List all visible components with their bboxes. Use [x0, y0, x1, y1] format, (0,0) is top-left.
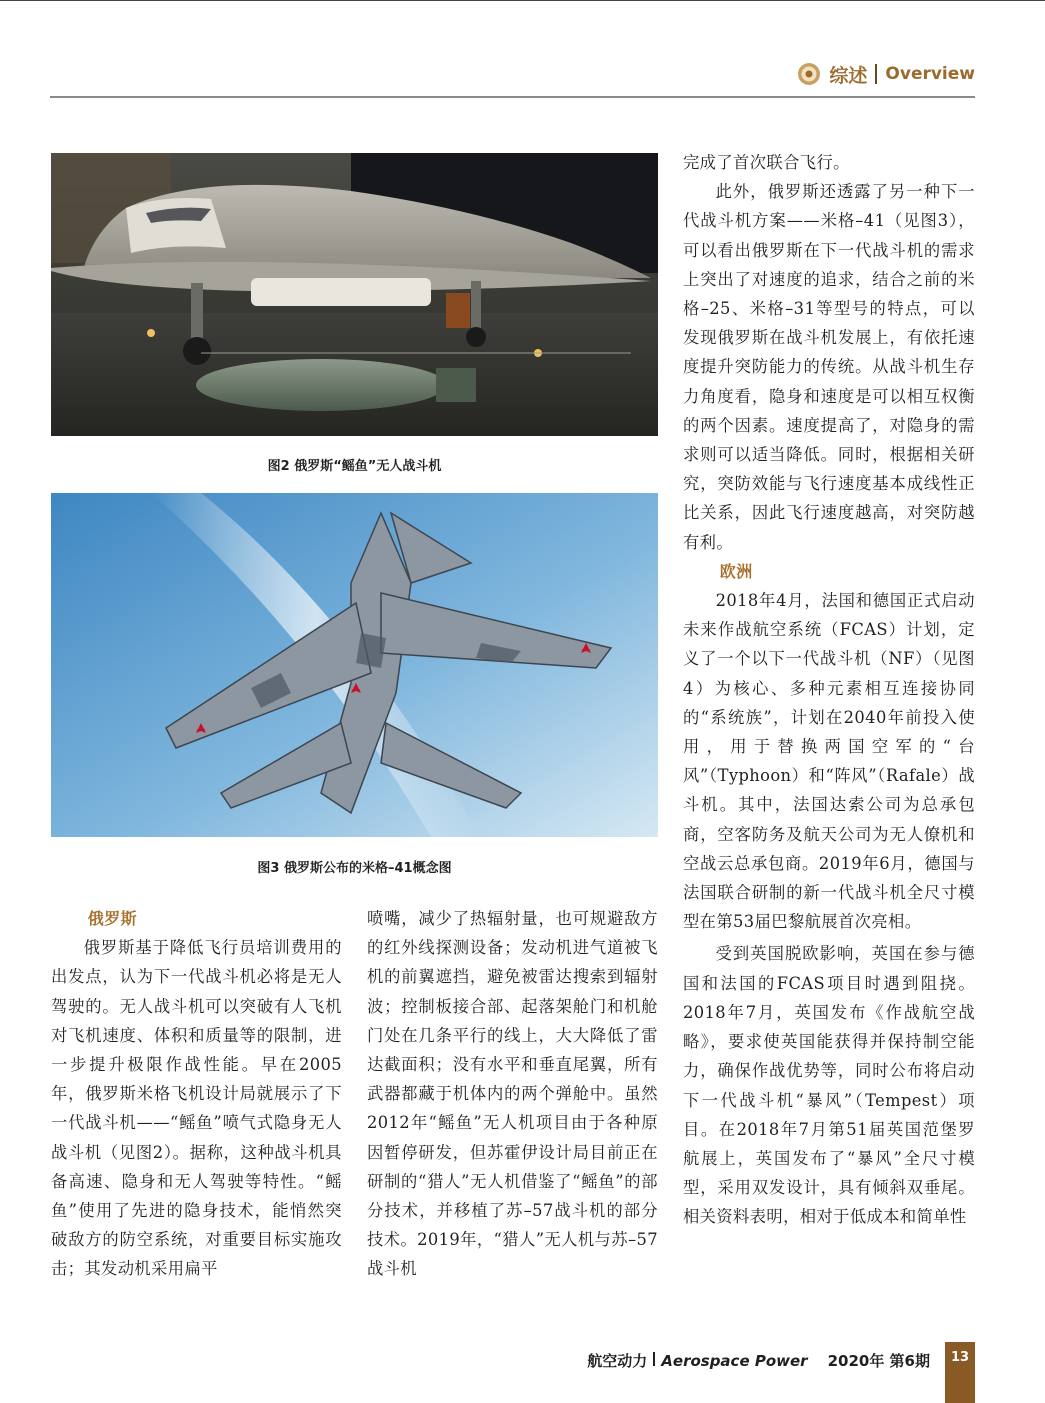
paragraph-continuation: 完成了首次联合飞行。 [683, 153, 850, 172]
figure-3-image [51, 493, 658, 837]
paragraph-mig41: 此外，俄罗斯还透露了另一种下一代战斗机方案——米格–41（见图3），可以看出俄罗斯在下一代战斗机的需求上突出了对速度的追求，结合之前的米格–25、米格–31等型号的特点，可以发现俄罗斯在战斗机发展上，有依托速度提升突防能力的传统。从战斗机生存力角度看，隐身和速度是可以相互权衡的两个因素。速度提高了，对隐身的需求则可以适当降低。同时，根据相关研究，突防效能与飞行速度基本成线性正比关系，因此飞行速度越高，对突防越有利。 [683, 182, 975, 552]
left-column [51, 904, 342, 1284]
footer-separator [653, 1352, 655, 1366]
section-title-cn: 综述 [829, 64, 868, 87]
mig41-illustration [51, 493, 658, 837]
figure-2-caption: 图2 俄罗斯“鳐鱼”无人战斗机 [267, 459, 442, 474]
header-rule [50, 96, 975, 98]
skat-uav-illustration [51, 153, 658, 436]
paragraph-russia-2: 喷嘴，减少了热辐射量，也可规避敌方的红外线探测设备；发动机进气道被飞机的前翼遮挡，避免被雷达搜索到辐射波；控制板接合部、起落架舱门和机舱门处在几条平行的线上，大大降低了雷达截面积；没有水平和垂直尾翼，所有武器都藏于机体内的两个弹舱中。虽然2012年“鳐鱼”无人机项目由于各种原因暂停研发，但苏霍伊设计局目前正在研制的“猎人”无人机借鉴了“鳐鱼”的部分技术，并移植了苏–57战斗机的部分技术。2019年，“猎人”无人机与苏–57战斗机 [367, 909, 658, 1279]
figure-2-image [51, 153, 658, 436]
issue-label: 2020年 第6期 [827, 1352, 930, 1370]
top-border-line [0, 0, 1045, 1]
journal-name-cn: 航空动力 [587, 1352, 648, 1370]
paragraph-tempest: 受到英国脱欧影响，英国在参与德国和法国的FCAS项目时遇到阻挠。2018年7月，英国发布《作战航空战略》，要求使英国能获得并保持制空能力，确保作战优势等，同时公布将启动下一代战斗机“暴风”（Tempest）项目。在2018年7月第51届英国范堡罗航展上，英国发布了“暴风”全尺寸模型，采用双发设计，具有倾斜双垂尾。相关资料表明，相对于低成本和简单性 [683, 944, 975, 1227]
middle-column [367, 904, 658, 1284]
heading-russia: 俄罗斯 [87, 909, 137, 928]
paragraph-fcas: 2018年4月，法国和德国正式启动未来作战航空系统（FCAS）计划，定义了一个以下一代战斗机（NF）（见图4）为核心、多种元素相互连接协同的“系统族”，计划在2040年前投入使用，用于替换两国空军的“台风”（Typhoon）和“阵风”（Rafale）战斗机。其中，法国达索公司为总承包商，空客防务及航天公司为无人僚机和空战云总承包商。2019年6月，德国与法国联合研制的新一代战斗机全尺寸模型在第53届巴黎航展首次亮相。 [683, 591, 975, 932]
journal-footer [587, 1350, 930, 1371]
page-number: 13 [950, 1350, 970, 1365]
right-column [683, 148, 975, 1232]
journal-name-en: Aerospace Power [661, 1352, 808, 1370]
header-separator [875, 64, 877, 84]
section-emblem-icon [797, 62, 821, 86]
paragraph-russia-1: 俄罗斯基于降低飞行员培训费用的出发点，认为下一代战斗机必将是无人驾驶的。无人战斗机可以突破有人飞机对飞机速度、体积和质量等的限制，进一步提升极限作战性能。早在2005年，俄罗斯米格飞机设计局就展示了下一代战斗机——“鳐鱼”喷气式隐身无人战斗机（见图2）。据称，这种战斗机具备高速、隐身和无人驾驶等特性。“鳐鱼”使用了先进的隐身技术，能悄然突破敌方的防空系统，对重要目标实施攻击；其发动机采用扁平 [51, 938, 342, 1279]
section-header [797, 60, 975, 88]
section-title-en: Overview [885, 64, 975, 84]
figure-3-caption: 图3 俄罗斯公布的米格–41概念图 [257, 861, 452, 876]
heading-europe: 欧洲 [719, 561, 753, 581]
